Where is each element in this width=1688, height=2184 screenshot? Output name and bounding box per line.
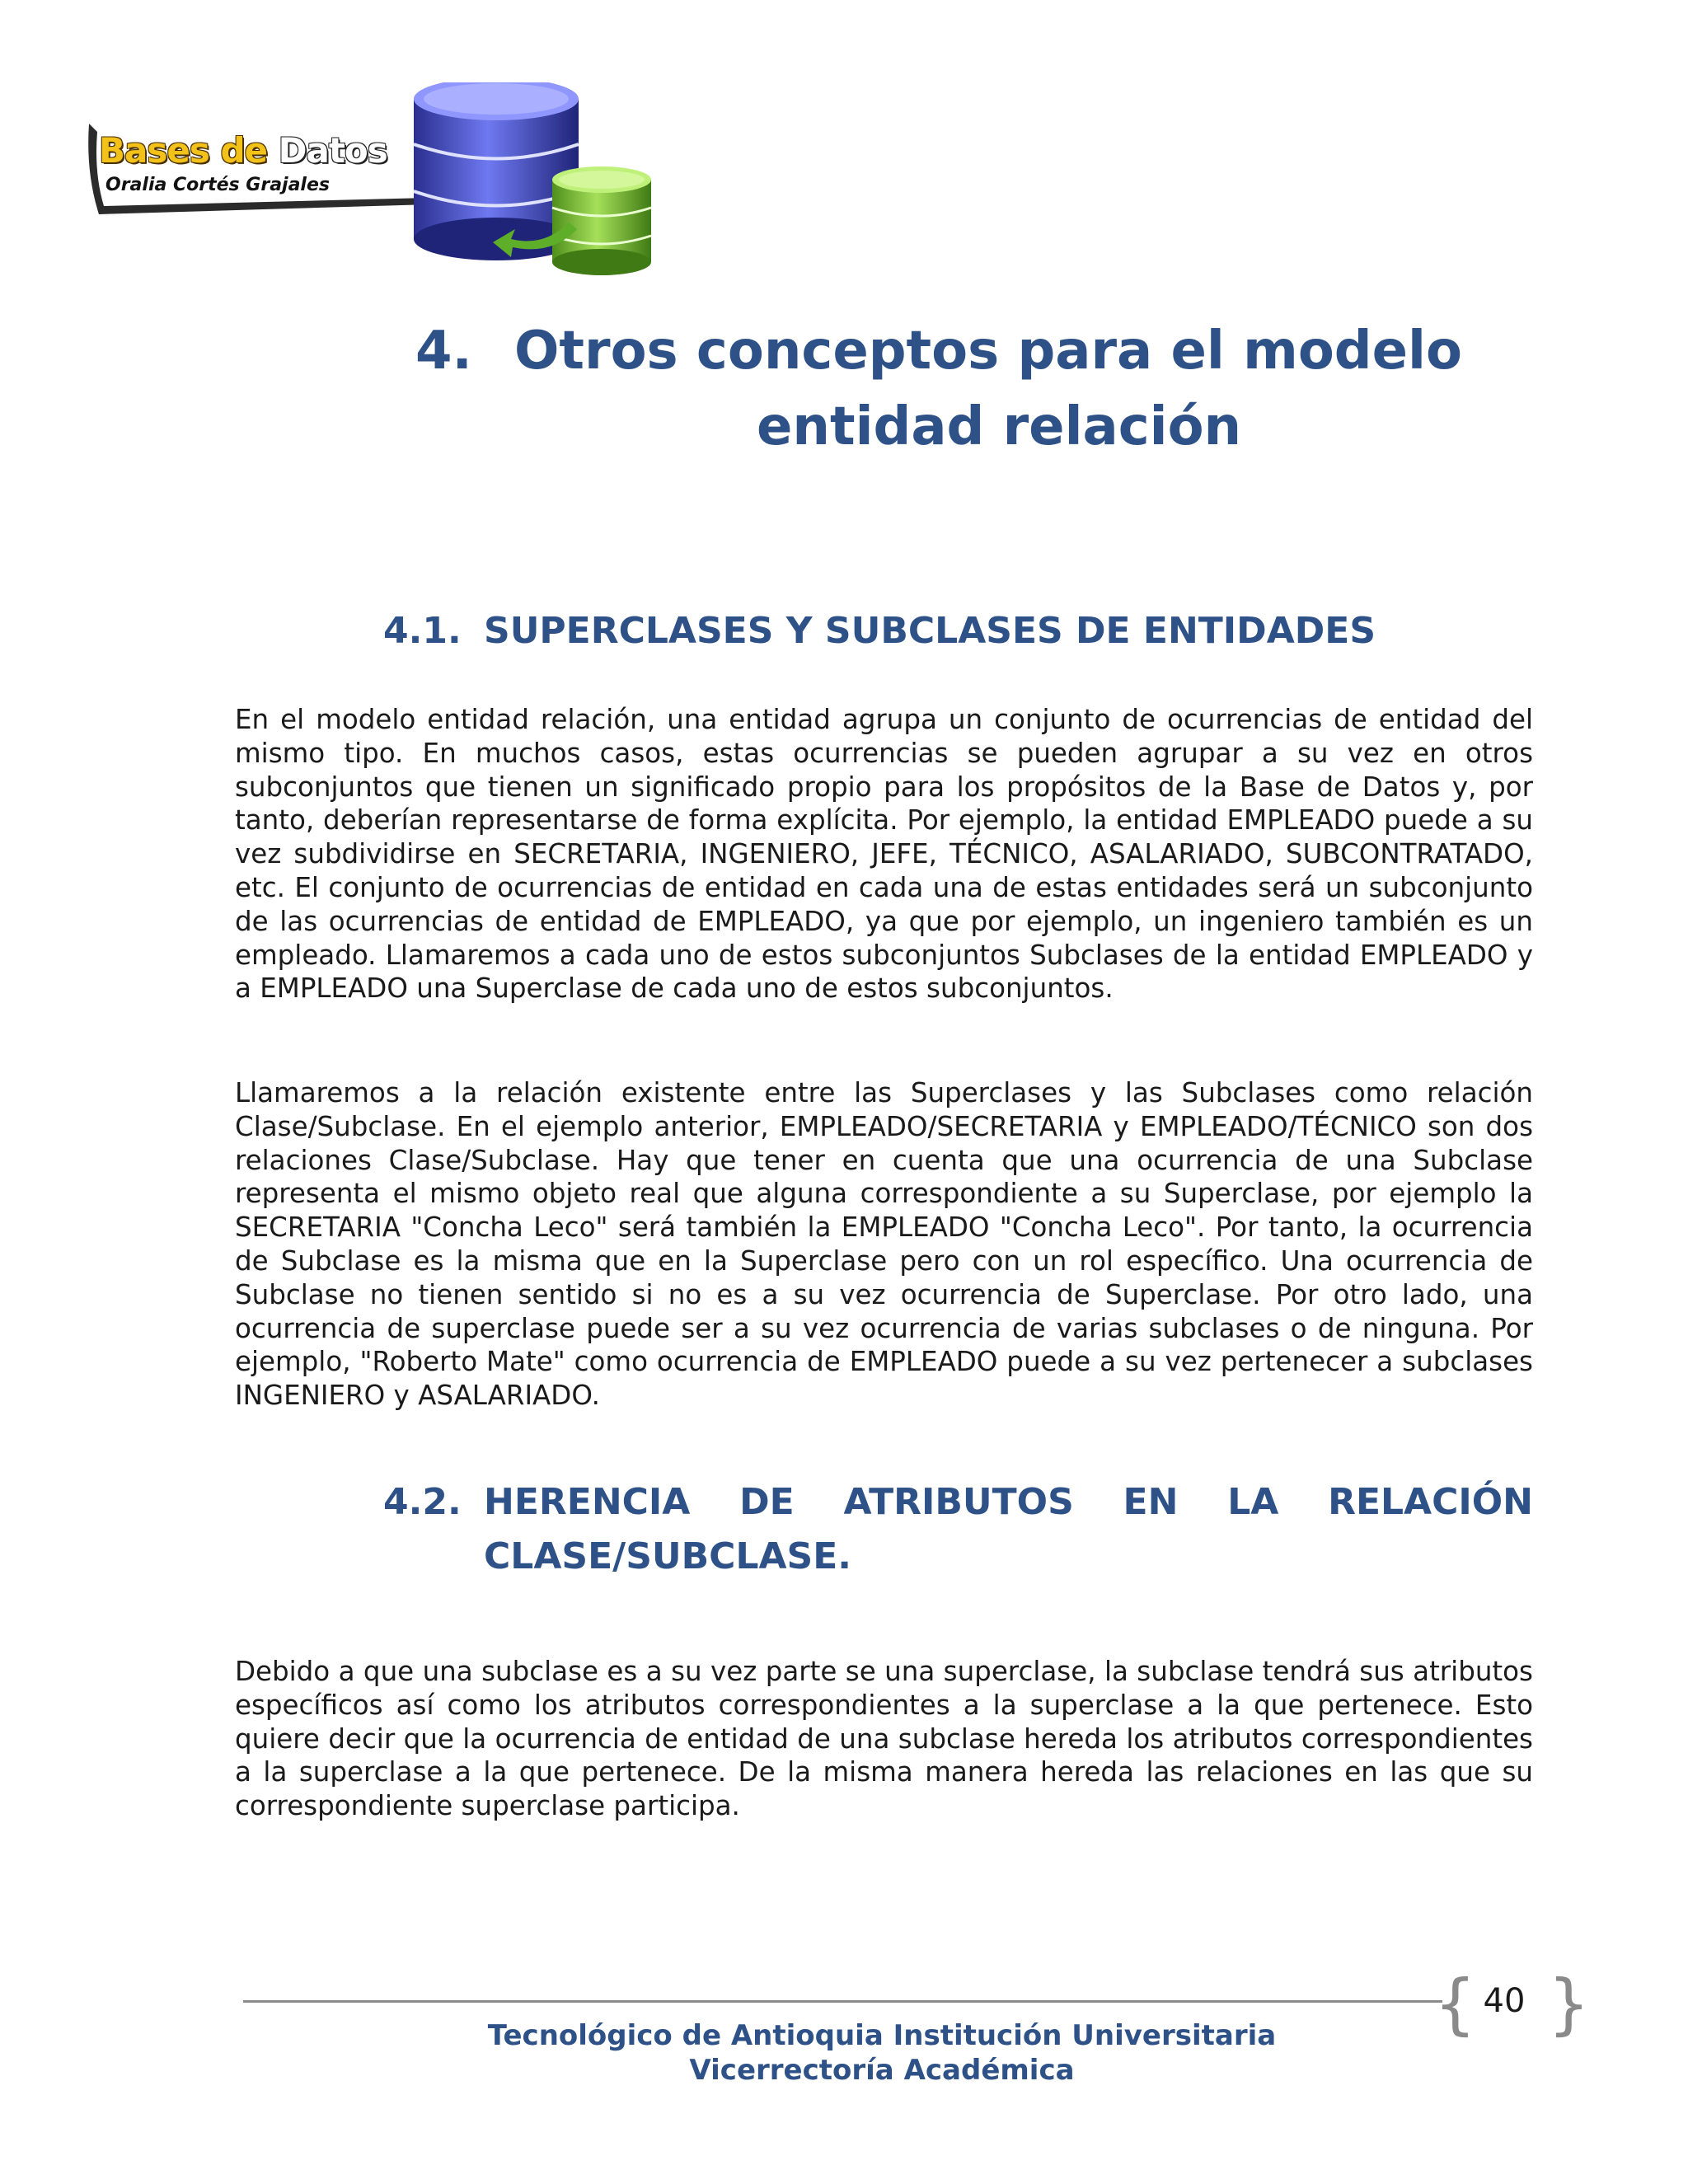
section-heading-4-1 bbox=[383, 604, 1533, 658]
paragraph-relacion-clase-subclase: Llamaremos a la relación existente entre las Superclases y las Subclases como relación Clase/Subclase. En el ejemplo anterior, EMPLEADO/SECRETARIA y EMPLEADO/TÉCNICO son dos relaciones Clase/Subclase. Hay que tener en cuenta que una ocurrencia de una Subclase representa el mismo objeto real que alguna correspondiente a su Superclase, por ejemplo la SECRETARIA "Concha Leco" será también la EMPLEADO "Concha Leco". Por tanto, la ocurrencia de Subclase es la misma que en la Superclase pero con un rol específico. Una ocurrencia de Subclase no tienen sentido si no es a su vez ocurrencia de Superclase. Por otro lado, una ocurrencia de superclase puede ser a su vez ocurrencia de varias subclases o de ninguna. Por ejemplo, "Roberto Mate" como ocurrencia de EMPLEADO puede a su vez pertenecer a subclases INGENIERO y ASALARIADO. bbox=[235, 1077, 1533, 1412]
section-title: SUPERCLASES Y SUBCLASES DE ENTIDADES bbox=[484, 610, 1376, 652]
chapter-title bbox=[412, 313, 1615, 465]
paragraph-herencia: Debido a que una subclase es a su vez parte se una superclase, la subclase tendrá sus atributos específicos así como los atributos correspondientes a la superclase a la que pertenece. Esto quiere decir que la ocurrencia de entidad de una subclase hereda los atributos correspondientes a la superclase a la que pertenece. De la misma manera hereda las relaciones en las que su correspondiente superclase participa. bbox=[235, 1656, 1533, 1822]
footer-divider bbox=[243, 2000, 1442, 2003]
chapter-title-line1: Otros conceptos para el modelo bbox=[514, 321, 1462, 382]
page-bracket-right: } bbox=[1548, 1966, 1590, 2042]
header-logo bbox=[82, 82, 676, 280]
chapter-title-line2: entidad relación bbox=[757, 396, 1242, 457]
page-number: 40 bbox=[1483, 1982, 1526, 2020]
section-title: HERENCIA DE ATRIBUTOS EN LA RELACIÓN CLASE/SUBCLASE. bbox=[484, 1481, 1533, 1577]
section-heading-4-2 bbox=[383, 1475, 1533, 1584]
section-number: 4.1. bbox=[383, 610, 462, 652]
paragraph-superclases: En el modelo entidad relación, una entidad agrupa un conjunto de ocurrencias de entidad del mismo tipo. En muchos casos, estas ocurrencias se pueden agrupar a su vez en otros subconjuntos que tienen un significado propio para los propósitos de la Base de Datos y, por tanto, deberían representarse de forma explícita. Por ejemplo, la entidad EMPLEADO puede a su vez subdividirse en SECRETARIA, INGENIERO, JEFE, TÉCNICO, ASALARIADO, SUBCONTRATADO, etc. El conjunto de ocurrencias de entidad en cada una de estas entidades será un subconjunto de las ocurrencias de entidad de EMPLEADO, ya que por ejemplo, un ingeniero también es un empleado. Llamaremos a cada uno de estos subconjuntos Subclases de la entidad EMPLEADO y a EMPLEADO una Superclase de cada uno de estos subconjuntos. bbox=[235, 704, 1533, 1005]
logo-author: Oralia Cortés Grajales bbox=[106, 175, 330, 195]
logo-title: Bases de Datos bbox=[99, 130, 387, 171]
section-number: 4.2. bbox=[383, 1481, 462, 1523]
footer-institution: Tecnológico de Antioquia Institución Universitaria bbox=[487, 2019, 1277, 2052]
footer-department: Vicerrectoría Académica bbox=[689, 2054, 1075, 2087]
chapter-number: 4. bbox=[415, 321, 472, 382]
page-bracket-left: { bbox=[1434, 1966, 1476, 2042]
